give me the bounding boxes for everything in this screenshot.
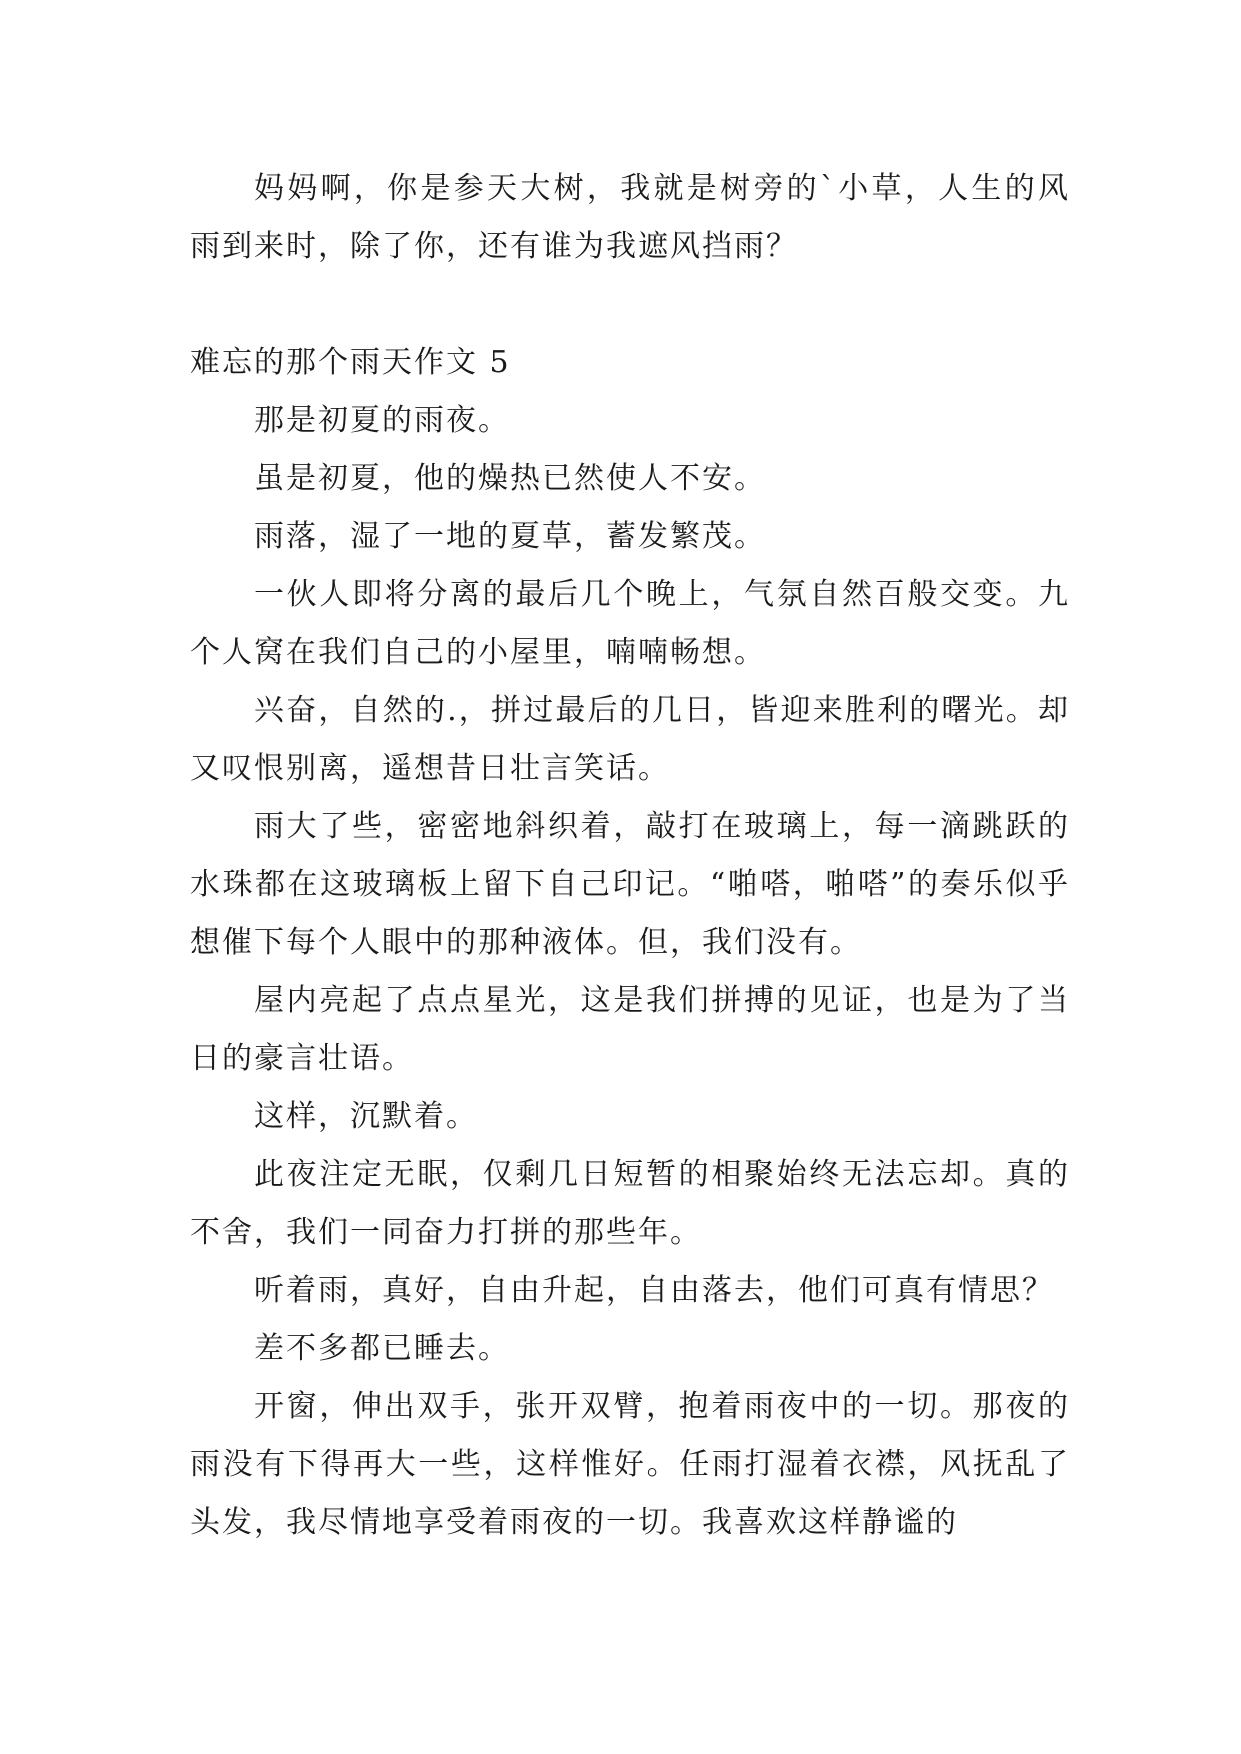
paragraph: 听着雨，真好，自由升起，自由落去，他们可真有情思？ <box>254 1273 1054 1308</box>
paragraph: 虽是初夏，他的燥热已然使人不安。 <box>254 461 766 496</box>
paragraph: 这样，沉默着。 <box>254 1099 478 1134</box>
paragraph: 兴奋，自然的.，拼过最后的几日，皆迎来胜利的曙光。却又叹恨别离，遥想昔日壮言笑话。 <box>190 693 1070 786</box>
section-gap <box>190 276 1070 334</box>
paragraph: 雨大了些，密密地斜织着，敲打在玻璃上，每一滴跳跃的水珠都在这玻璃板上留下自己印记。“啪嗒，啪嗒”的奏乐似乎想催下每个人眼中的那种液体。但，我们没有。 <box>190 809 1070 960</box>
paragraph: 屋内亮起了点点星光，这是我们拼搏的见证，也是为了当日的豪言壮语。 <box>190 983 1070 1076</box>
paragraph: 开窗，伸出双手，张开双臂，抱着雨夜中的一切。那夜的雨没有下得再大一些，这样惟好。任雨打湿着衣襟，风抚乱了头发，我尽情地享受着雨夜的一切。我喜欢这样静谧的 <box>190 1389 1070 1540</box>
section-title: 难忘的那个雨天作文 5 <box>190 345 511 380</box>
paragraph: 一伙人即将分离的最后几个晚上，气氛自然百般交变。九个人窝在我们自己的小屋里，喃喃畅想。 <box>190 577 1070 670</box>
paragraph: 那是初夏的雨夜。 <box>254 403 510 438</box>
paragraph: 雨落，湿了一地的夏草，蓄发繁茂。 <box>254 519 766 554</box>
paragraph: 此夜注定无眠，仅剩几日短暂的相聚始终无法忘却。真的不舍，我们一同奋力打拼的那些年。 <box>190 1157 1070 1250</box>
intro-paragraph: 妈妈啊，你是参天大树，我就是树旁的`小草，人生的风雨到来时，除了你，还有谁为我遮风挡雨？ <box>190 171 1070 264</box>
document-body <box>190 160 1070 1552</box>
paragraph: 差不多都已睡去。 <box>254 1331 510 1366</box>
